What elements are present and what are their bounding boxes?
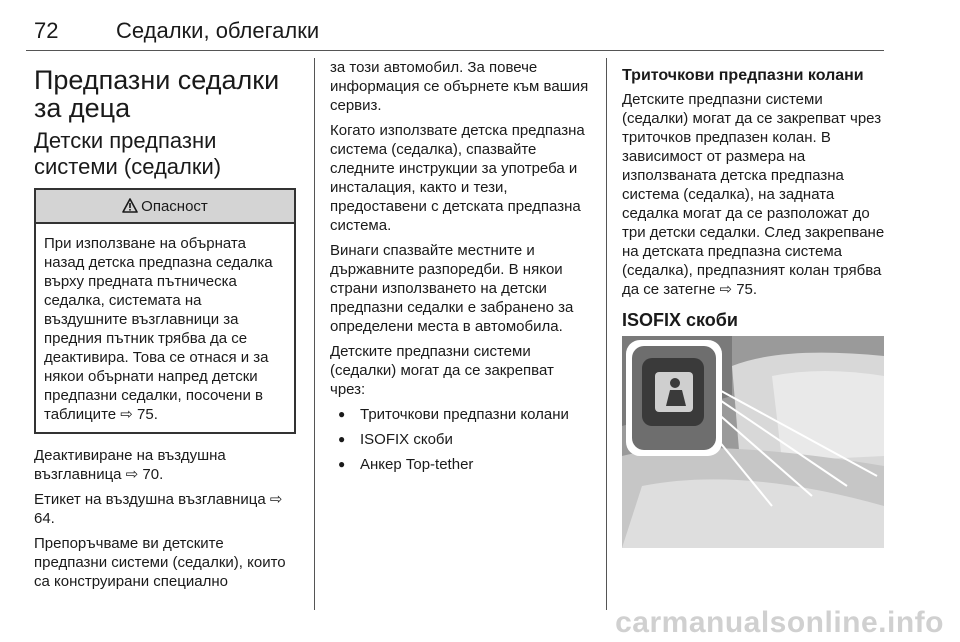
danger-box — [34, 188, 296, 434]
heading-three-point-belts: Триточкови предпазни колани — [622, 67, 864, 84]
paragraph: Когато използвате детска предпазна система (седалка), спазвайте следните инструкции за употреба и инсталация, както и тези, предоставени с детската предпазна система. — [330, 122, 585, 234]
column-divider — [606, 58, 607, 610]
page-footer — [0, 600, 960, 642]
page-number: 72 — [34, 18, 59, 43]
running-title: Седалки, облегалки — [116, 18, 320, 43]
header-rule — [26, 50, 884, 51]
page-header — [26, 8, 884, 48]
column-2 — [330, 58, 592, 480]
heading-isofix: ISOFIX скоби — [622, 310, 738, 330]
warning-triangle-icon — [122, 198, 138, 213]
subsection-title: Детски предпазни системи (седалки) — [34, 128, 222, 179]
danger-label: Опасност — [141, 198, 208, 215]
isofix-photo — [622, 336, 884, 548]
paragraph: за този автомобил. За повече информация се обърнете към вашия сервиз. — [330, 59, 589, 114]
paragraph: Детските предпазни системи (седалки) могат да се закрепват чрез триточков предпазен колан. В зависимост от размера на използваната детска предпазна система (седалка), на задната седалка могат да се разположат до три детски седалки. След закрепване на детската предпазна система (седалка), предпазният колан трябва да се затегне ⇨ 75. — [622, 91, 885, 298]
list-item: ● Триточкови предпазни колани — [330, 405, 592, 424]
list-item: ● ISOFIX скоби — [330, 430, 592, 449]
column-3 — [622, 58, 886, 341]
isofix-seat-illustration — [622, 336, 884, 548]
paragraph: Етикет на въздушна възглавница ⇨ 64. — [34, 491, 283, 527]
paragraph: Винаги спазвайте местните и държавните разпоредби. В някои страни използването на детски предпазни седалки е забранено за определени места в автомобила. — [330, 242, 574, 335]
paragraph: Деактивиране на въздушна възглавница ⇨ 70. — [34, 447, 226, 483]
column-divider — [314, 58, 315, 610]
list-item: ● Анкер Top-tether — [330, 455, 592, 474]
danger-header — [36, 190, 294, 224]
paragraph: Препоръчваме ви детските предпазни системи (седалки), които са конструирани специално — [34, 535, 286, 590]
paragraph: Детските предпазни системи (седалки) могат да се закрепват чрез: — [330, 343, 554, 398]
bullet-list — [330, 405, 592, 474]
column-1 — [34, 58, 296, 597]
danger-text: При използване на обърната назад детска предпазна седалка върху предната пътническа седалка, системата на въздушните възглавници за предния пътник трябва да се деактивира. Това се отнася и за някои обърнати напред детски предпазни седалки, посочени в таблиците ⇨ 75. — [44, 235, 273, 423]
watermark: carmanualsonline.info — [615, 606, 944, 639]
section-title: Предпазни седалки за деца — [34, 65, 280, 123]
